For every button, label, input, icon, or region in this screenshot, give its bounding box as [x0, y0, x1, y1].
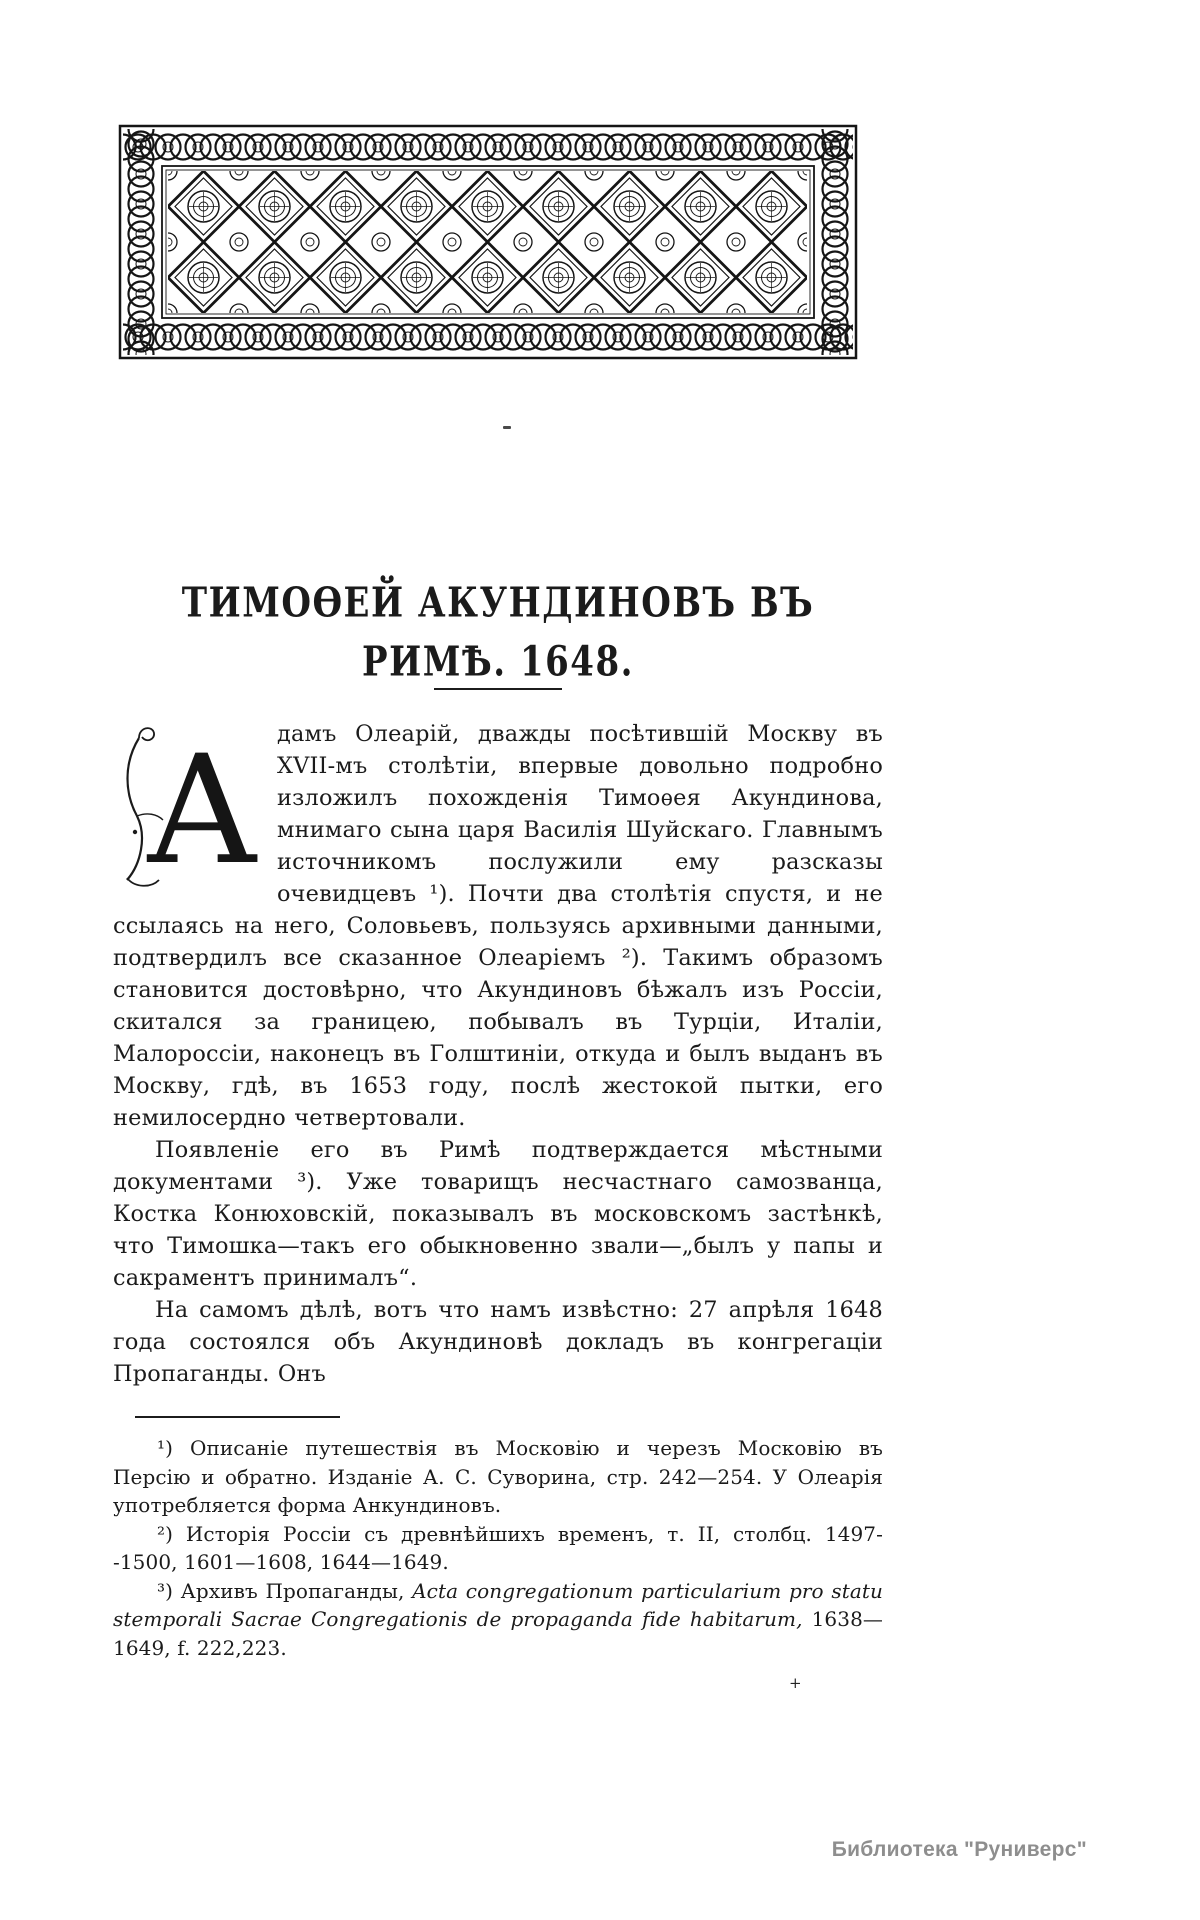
section-mark — [503, 426, 511, 429]
library-watermark: Библиотека "Руниверс" — [831, 1838, 1087, 1861]
footnote-1: ¹) Описаніе путешествія въ Московію и черезъ Московію въ Персію и обратно. Изданіе А. С. Суворина, стр. 242—254. У Олеарія употребляется форма Анкундиновъ. — [113, 1436, 883, 1517]
page-content — [113, 574, 883, 1692]
footnote-text: 1638—1649, f. 222,223. — [113, 1607, 884, 1660]
paragraph-text: дамъ Олеарій, дважды посѣтившій Москву въ XVII-мъ столѣтіи, впервые довольно подробно изложилъ похожденія Тимоѳея Акундинова, мнимаго сына царя Василія Шуйскаго. Главнымъ источникомъ послужили ему разсказы очевидцевъ ¹). Почти два столѣтія спустя, и не ссылаясь на него, Соловьевъ, пользуясь архивными данными, подтвердилъ все сказанное Олеаріемъ ²). Такимъ образомъ становится достовѣрно, что Акундиновъ бѣжалъ изъ Россіи, скитался за границею, побывалъ въ Турціи, Италіи, Малороссіи, наконецъ въ Голштиніи, откуда и былъ выданъ въ Москву, гдѣ, въ 1653 году, послѣ жестокой пытки, его немилосердно четвертовали. — [113, 721, 883, 1131]
paragraph: На самомъ дѣлѣ, вотъ что намъ извѣстно: 27 апрѣля 1648 года состоялся объ Акундиновѣ докладъ въ конгрегаціи Пропаганды. Онъ — [113, 1297, 883, 1387]
footnote-3 — [113, 1577, 883, 1663]
drop-cap — [113, 722, 263, 888]
drop-cap-letter: А — [145, 724, 259, 888]
footnote-rule — [135, 1416, 340, 1418]
ornament-graphic — [118, 124, 858, 360]
footnotes — [113, 1434, 883, 1662]
footnote-latin-title: Acta congregationum particularium pro statu stemporali Sacrae Congregationis de propaganda fide habitarum, — [113, 1578, 884, 1631]
footnote-2: ²) Исторія Россіи съ древнѣйшихъ временъ, т. II, столбц. 1497--1500, 1601—1608, 1644—1649. — [113, 1521, 883, 1574]
footnote-text: ³) Архивъ Пропаганды, — [157, 1578, 413, 1603]
paragraph: Появленіе его въ Римѣ подтверждается мѣстными документами ³). Уже товарищъ несчастнаго самозванца, Костка Конюховскій, показывалъ въ московскомъ застѣнкѣ, что Тимошка—такъ его обыкновенно звали—„былъ у папы и сакраментъ принималъ“. — [113, 1137, 883, 1291]
printer-mark: + — [789, 1674, 802, 1692]
ornament-band — [118, 124, 858, 360]
drop-cap-graphic — [113, 722, 263, 888]
paragraph-first — [113, 718, 883, 1134]
page-title: ТИМОѲЕЙ АКУНДИНОВЪ ВЪ РИМѢ. 1648. — [181, 578, 815, 687]
body-text — [113, 718, 883, 1390]
